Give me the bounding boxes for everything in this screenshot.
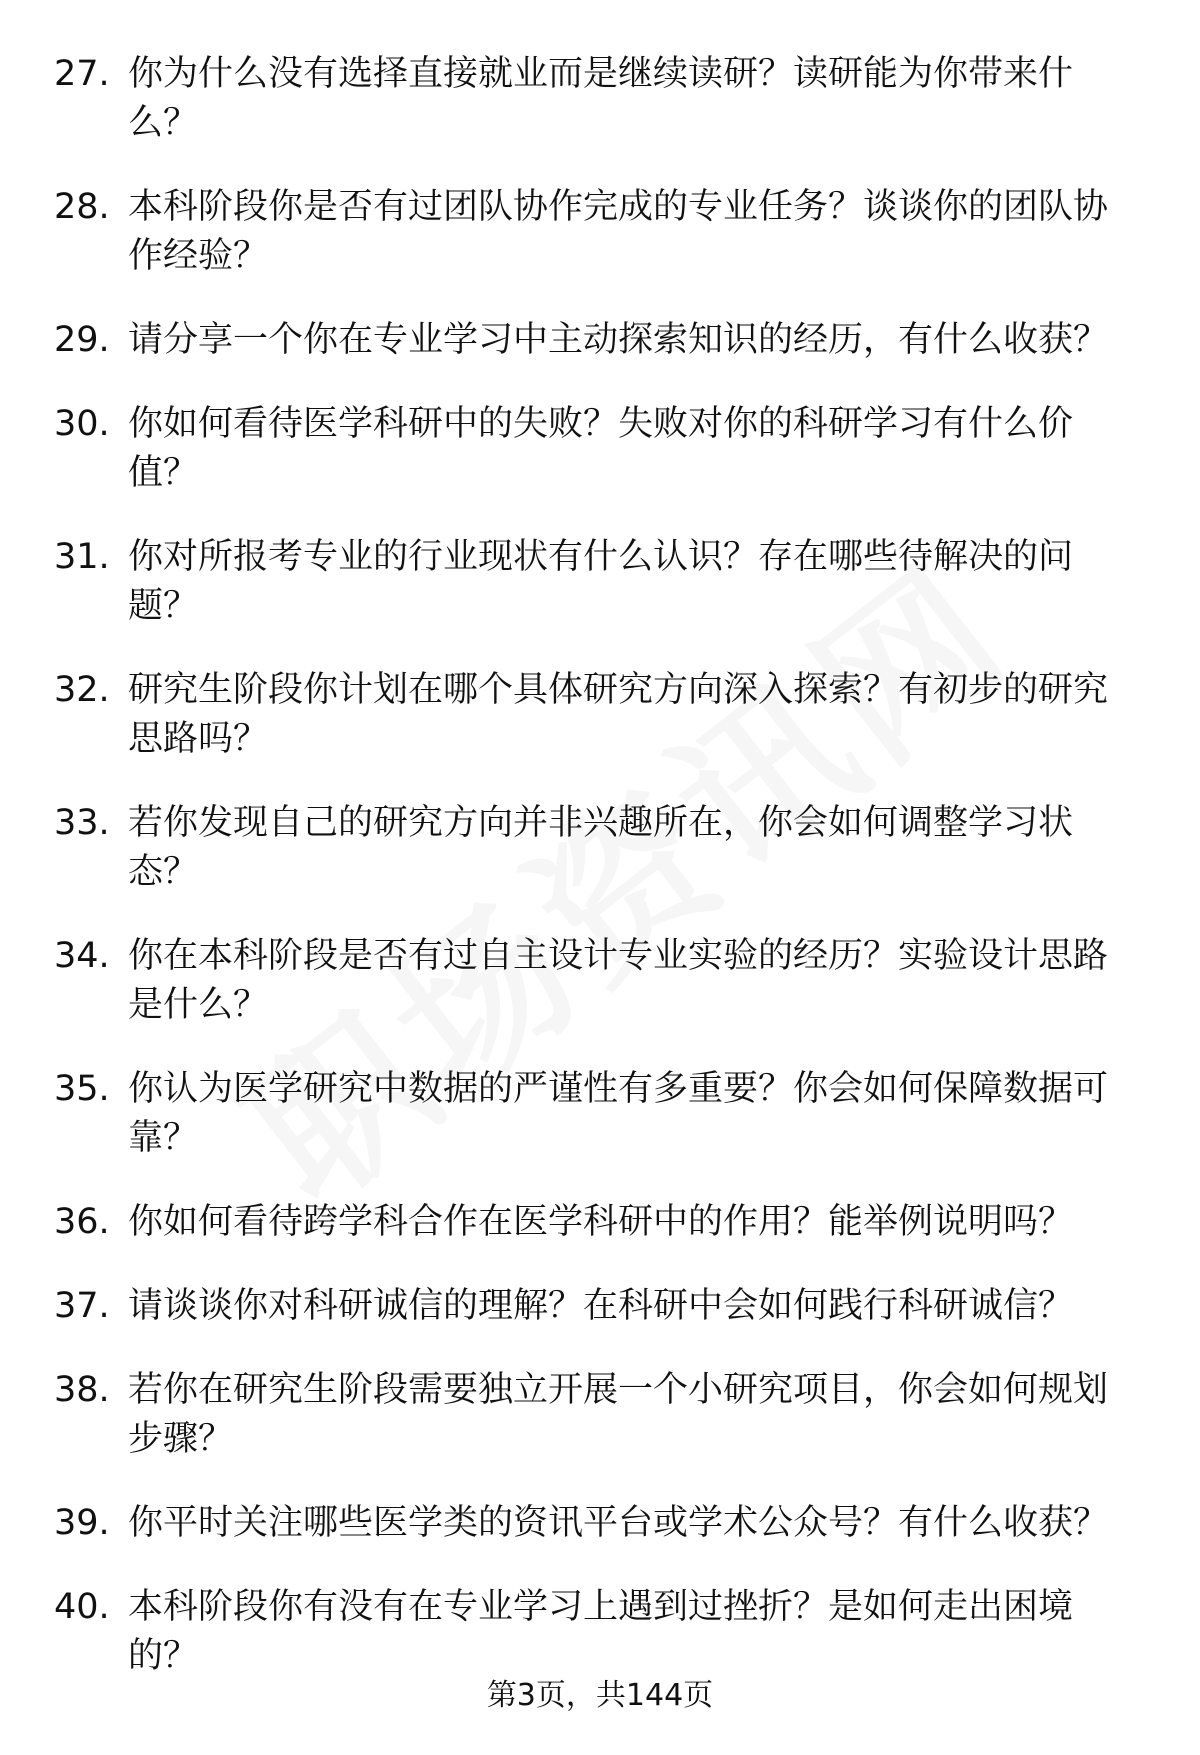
question-number: 40. <box>54 1587 110 1627</box>
question-number: 29. <box>54 320 110 360</box>
question-text: 你如何看待医学科研中的失败？失败对你的科研学习有什么价值？ <box>128 404 1074 493</box>
question-item <box>0 666 1200 764</box>
question-text: 你平时关注哪些医学类的资讯平台或学术公众号？有什么收获？ <box>128 1503 1109 1543</box>
question-number: 31. <box>54 537 110 577</box>
question-item <box>0 799 1200 897</box>
question-text: 研究生阶段你计划在哪个具体研究方向深入探索？有初步的研究思路吗？ <box>128 670 1109 759</box>
question-number: 39. <box>54 1503 110 1543</box>
question-item <box>0 1583 1200 1681</box>
question-number: 28. <box>54 187 110 227</box>
question-number: 32. <box>54 670 110 710</box>
question-number: 38. <box>54 1370 110 1410</box>
question-number: 33. <box>54 803 110 843</box>
question-item <box>0 1366 1200 1464</box>
question-list <box>0 50 1200 1716</box>
question-item <box>0 50 1200 148</box>
question-item <box>0 400 1200 498</box>
question-number: 36. <box>54 1202 110 1242</box>
question-text: 请分享一个你在专业学习中主动探索知识的经历，有什么收获？ <box>128 320 1109 360</box>
question-item <box>0 183 1200 281</box>
question-number: 30. <box>54 404 110 444</box>
question-item <box>0 316 1200 365</box>
question-text: 若你在研究生阶段需要独立开展一个小研究项目，你会如何规划步骤？ <box>128 1370 1109 1459</box>
question-number: 27. <box>54 54 110 94</box>
question-text: 本科阶段你是否有过团队协作完成的专业任务？谈谈你的团队协作经验？ <box>128 187 1109 276</box>
question-item <box>0 1282 1200 1331</box>
question-text: 你在本科阶段是否有过自主设计专业实验的经历？实验设计思路是什么？ <box>128 936 1109 1025</box>
question-number: 34. <box>54 936 110 976</box>
question-number: 37. <box>54 1286 110 1326</box>
question-item <box>0 1499 1200 1548</box>
question-item <box>0 533 1200 631</box>
question-text: 你对所报考专业的行业现状有什么认识？存在哪些待解决的问题？ <box>128 537 1074 626</box>
question-item <box>0 932 1200 1030</box>
question-item <box>0 1065 1200 1163</box>
question-text: 请谈谈你对科研诚信的理解？在科研中会如何践行科研诚信？ <box>128 1286 1074 1326</box>
question-number: 35. <box>54 1069 110 1109</box>
question-text: 你如何看待跨学科合作在医学科研中的作用？能举例说明吗？ <box>128 1202 1074 1242</box>
question-text: 本科阶段你有没有在专业学习上遇到过挫折？是如何走出困境的？ <box>128 1587 1074 1676</box>
page-footer: 第3页，共144页 <box>486 1678 714 1713</box>
question-item <box>0 1198 1200 1247</box>
question-text: 若你发现自己的研究方向并非兴趣所在，你会如何调整学习状态？ <box>128 803 1074 892</box>
question-text: 你为什么没有选择直接就业而是继续读研？读研能为你带来什么？ <box>128 54 1074 143</box>
question-text: 你认为医学研究中数据的严谨性有多重要？你会如何保障数据可靠？ <box>128 1069 1109 1158</box>
